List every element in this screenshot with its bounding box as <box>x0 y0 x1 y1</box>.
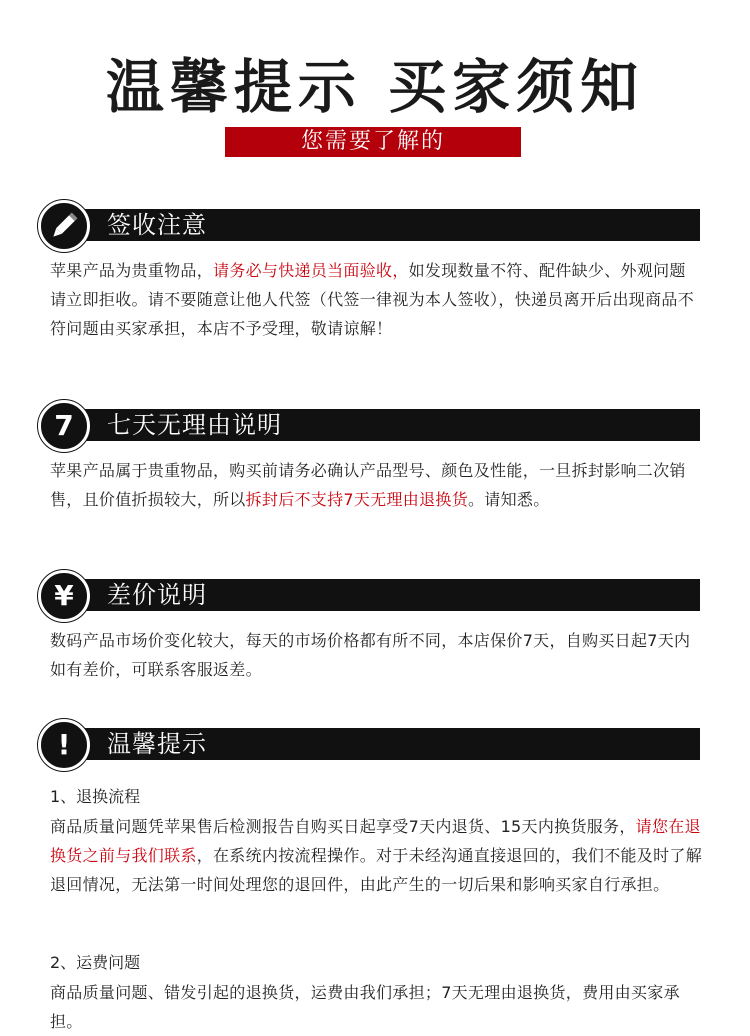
section-title: 签收注意 <box>107 211 207 239</box>
seven-day-text <box>50 456 702 514</box>
seven-icon: 7 <box>38 400 90 452</box>
section-title: 差价说明 <box>107 581 207 609</box>
section-header <box>0 719 750 769</box>
exclamation-icon: ! <box>38 719 90 771</box>
section-seven-day <box>0 400 750 450</box>
text-segment: ，在系统内按流程操作。对于未经沟通直接退回的，我们不能及时了解退回情况，无法第一时间处理您的退回件，由此产生的一切后果和影响买家自行承担。 <box>50 846 703 894</box>
section-sign-receipt <box>0 200 750 250</box>
section-title: 七天无理由说明 <box>107 411 282 439</box>
section-warm-tips <box>0 719 750 769</box>
yen-icon: ¥ <box>38 570 90 622</box>
shipping-fee-label: 2、运费问题 <box>50 953 141 972</box>
price-difference-text <box>50 626 702 684</box>
section-title: 温馨提示 <box>107 730 207 758</box>
highlight-text: 拆封后不支持7天无理由退换货 <box>245 490 468 509</box>
text-segment: 如发现数量不符、配件缺少、外观问题请立即拒收。请不要随意让他人代签（代签一律视为本人签收），快递员离开后出现商品不符问题由买家承担，本店不予受理，敬请谅解！ <box>50 261 695 338</box>
text-segment: 商品质量问题凭苹果售后检测报告自购买日起享受7天内退货、15天内换货服务， <box>50 817 636 836</box>
section-header <box>0 570 750 620</box>
text-segment: 数码产品市场价变化较大，每天的市场价格都有所不同，本店保价7天，自购买日起7天内如有差价，可联系客服返差。 <box>50 631 691 679</box>
return-process-label: 1、退换流程 <box>50 787 141 806</box>
text-segment: 苹果产品属于贵重物品，购买前请务必确认产品型号、颜色及性能，一旦拆封影响二次销售，且价值折损较大，所以 <box>50 461 686 509</box>
pencil-icon <box>38 200 90 252</box>
section-price-difference <box>0 570 750 620</box>
sign-receipt-text <box>50 256 702 343</box>
highlight-text: 请您在退换货之前与我们联系 <box>50 817 701 865</box>
text-segment: 。请知悉。 <box>468 490 550 509</box>
return-process-text <box>50 812 702 899</box>
section-header <box>0 200 750 250</box>
text-segment: 苹果产品为贵重物品， <box>50 261 214 280</box>
highlight-text: 请务必与快递员当面验收， <box>213 261 409 280</box>
page-title: 温馨提示 买家须知 <box>105 53 645 121</box>
text-segment: 商品质量问题、错发引起的退换货，运费由我们承担；7天无理由退换货，费用由买家承担。 <box>50 983 680 1031</box>
section-header <box>0 400 750 450</box>
subtitle-banner: 您需要了解的 <box>225 127 521 157</box>
shipping-fee-text <box>50 978 702 1036</box>
